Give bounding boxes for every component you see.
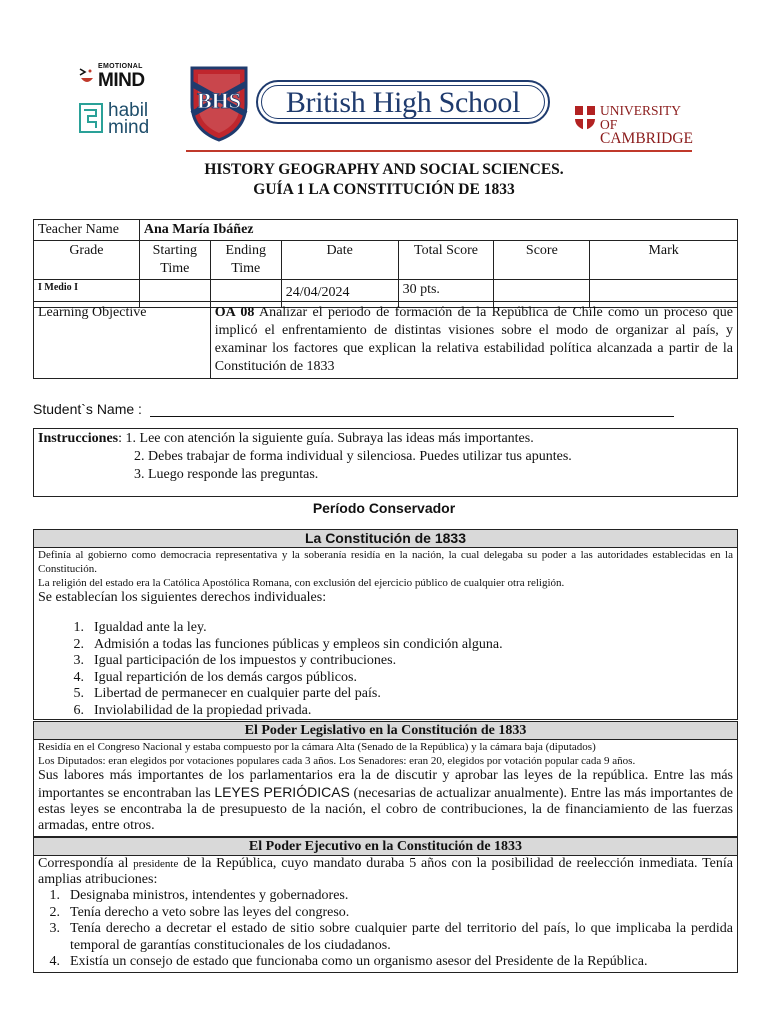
header-mark: Mark [590,241,738,280]
section-paragraph: Sus labores más importantes de los parlamentarios era la de discutir y aprobar las leyes de la república. Entre las más importantes se encontraban las LEYES PERIÓDICAS (necesarias de actualizar anualmente). Entre las más importantes de estas leyes se encontraba la de presupuesto de la nación, el cobro de contribuciones, la de financiamiento de las fuerzas armadas, entre otros. [38,768,733,833]
list-item: 3. Tenía derecho a decretar el estado de sitio sobre cualquier parte del territorio del país, lo que implicaba la perdida temporal de garantías constitucionales de los ciudadanos. [49,921,733,953]
section-paragraph: Se establecían los siguientes derechos individuales: [38,590,327,605]
emotional-mind-icon [78,67,96,85]
emotional-mind-logo [78,63,164,93]
section-title: El Poder Ejecutivo en la Constitución de 1833 [34,838,737,856]
habil-mind-icon [78,102,104,134]
objective-text: Analizar el periodo de formación de la República de Chile como un proceso que implicó el enfrentamiento de distintas visiones sobre el modo de organizar al país, y examinar los factores que explican la relativa estabilidad política alcanzada a partir de la Constitución de 1833 [214,305,733,374]
shield-icon [188,64,250,142]
header-starting-time: Starting Time [139,241,210,280]
habil-mind-text [108,102,149,136]
teacher-label: Teacher Name [34,220,140,241]
section-paragraph: Correspondía al presidente de la República, cuyo mandato duraba 5 años con la posibilidad de reelección inmediata. Tenía amplias atribuciones: [38,856,733,887]
section-paragraph: Definía al gobierno como democracia representativa y la soberanía residía en la nación, la cual delegaba su poder a las autoridades establecidas en la Constitución. [38,549,733,575]
section-title: La Constitución de 1833 [34,530,737,548]
period-title: Período Conservador [312,500,456,516]
page-subtitle: GUÍA 1 LA CONSTITUCIÓN DE 1833 [253,181,515,198]
info-table [33,219,738,308]
list-item: 2. Tenía derecho a veto sobre las leyes del congreso. [49,904,350,920]
objective-cell [210,302,737,379]
instructions-label: Instrucciones [38,431,119,446]
grade-value: I Medio I [34,280,140,308]
cambridge-logo [574,103,694,147]
list-item: 1. Designaba ministros, intendentes y gobernadores. [49,888,349,903]
section-paragraph: Los Diputados: eran elegidos por votaciones populares cada 3 años. Los Senadores: eran 20, elegidos por votación popular cada 9 años. [38,755,636,767]
teacher-value: Ana María Ibáñez [139,220,737,241]
header-total-score: Total Score [398,241,494,280]
section-legislative [33,721,738,837]
habil-line: habil [108,100,149,121]
powers-list [34,888,737,971]
cambridge-line2: CAMBRIDGE [600,130,694,147]
header-grade: Grade [34,241,140,280]
school-name-banner [256,80,550,124]
objective-table [33,301,738,379]
mind-label: MIND [98,70,145,91]
student-name-label: Student`s Name : [33,401,142,417]
school-crest [188,64,250,142]
header-date: Date [281,241,398,280]
mind-line: mind [108,117,150,138]
cambridge-text [600,104,694,146]
leyes-periodicas: LEYES PERIÓDICAS [214,784,350,800]
cambridge-line1: UNIVERSITY OF [600,103,681,132]
section-constitution [33,529,738,720]
header-score: Score [494,241,590,280]
emotional-label: EMOTIONAL [98,63,143,70]
objective-label: Learning Objective [34,302,211,379]
section-paragraph: La religión del estado era la Católica Apostólica Romana, con exclusión del ejercicio público de cualquier otra religión. [38,577,565,589]
date-value: 24/04/2024 [281,280,398,308]
header-divider [186,150,692,152]
instruction-item: 1. Lee con atención la siguiente guía. Subraya las ideas más importantes. [125,431,534,446]
rights-list [34,620,737,720]
objective-code: OA 08 [214,305,255,320]
school-name: British High School [285,86,521,119]
list-item: 4. Existía un consejo de estado que funcionaba como un organismo asesor del Presidente de la República. [49,954,648,970]
list-item: 4. Igual repartición de los demás cargos públicos. [73,669,357,685]
habil-mind-logo [78,100,168,138]
crest-letters: BHS [196,88,242,113]
page-title: HISTORY GEOGRAPHY AND SOCIAL SCIENCES. [204,161,564,178]
instruction-item: 2. Debes trabajar de forma individual y silenciosa. Puedes utilizar tus apuntes. [134,449,572,464]
section-paragraph: Residía en el Congreso Nacional y estaba compuesto por la cámara Alta (Senado de la República) y la cámara baja (diputados) [38,741,596,753]
section-executive [33,837,738,973]
instructions-box: Instrucciones: 1. Lee con atención la siguiente guía. Subraya las ideas más importantes. 2. Debes trabajar de forma individual y silenciosa. Puedes utilizar tus apuntes. 3. Luego responde las preguntas. [33,428,738,497]
header-ending-time: Ending Time [210,241,281,280]
list-item: 2. Admisión a todas las funciones públicas y empleos sin condición alguna. [73,636,503,652]
presidente-word: presidente [133,858,179,870]
list-item: 5. Libertad de permanecer en cualquier parte del país. [73,686,381,702]
list-item: 3. Igual participación de los impuestos y contribuciones. [73,653,397,669]
total-score-value: 30 pts. [398,280,494,308]
section-title: El Poder Legislativo en la Constitución de 1833 [34,722,737,740]
student-name-input[interactable] [150,416,674,417]
instruction-item: 3. Luego responde las preguntas. [134,467,319,482]
list-item: 1. Igualdad ante la ley. [73,620,207,635]
list-item: 6. Inviolabilidad de la propiedad privada. [73,702,312,718]
cambridge-shield-icon [574,105,596,131]
